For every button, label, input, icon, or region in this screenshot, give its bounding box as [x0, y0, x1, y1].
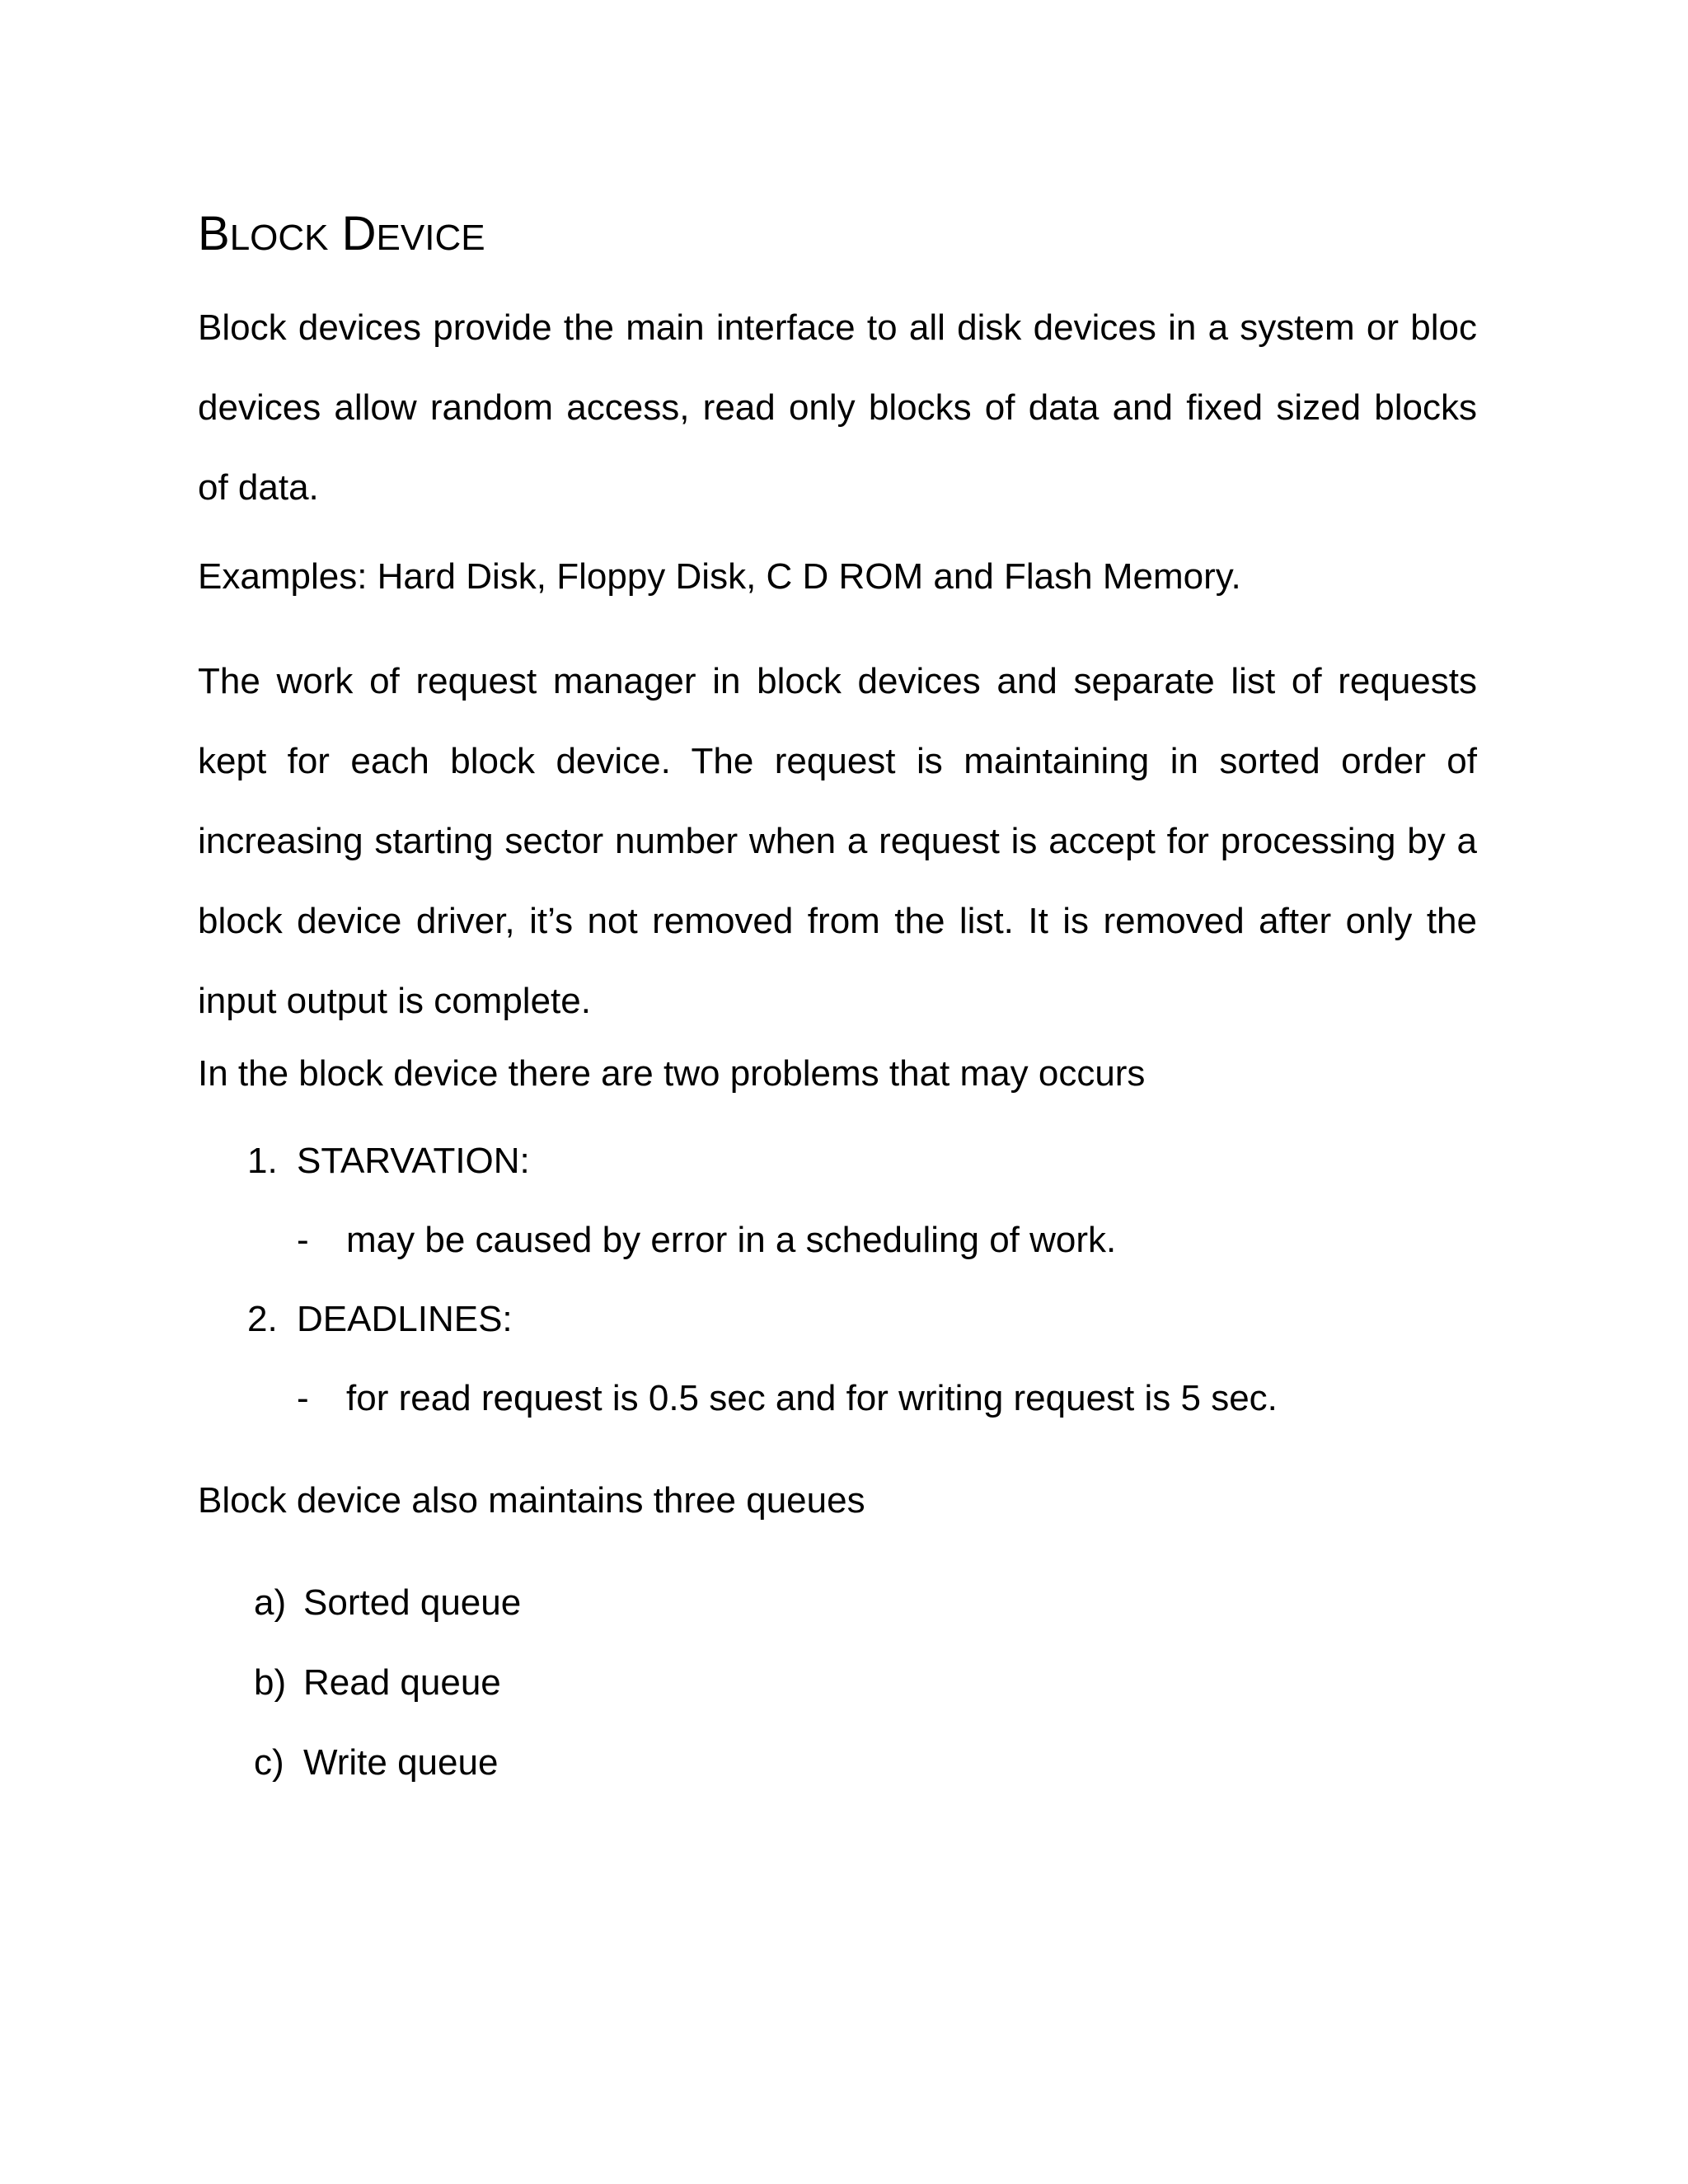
- examples-paragraph: Examples: Hard Disk, Floppy Disk, C D ROM and Flash Memory.: [198, 556, 1241, 597]
- title-rest-lock: LOCK: [229, 218, 329, 258]
- problems-intro-paragraph: In the block device there are two problems that may occurs: [198, 1053, 1146, 1094]
- intro-paragraph: Block devices provide the main interface to all disk devices in a system or bloc devices allow random access, read only blocks of data and fixed sized blocks of data.: [198, 307, 1477, 508]
- list-marker: 1.: [247, 1141, 278, 1181]
- list-item-label: Write queue: [303, 1742, 499, 1783]
- document-body: [198, 204, 1477, 1818]
- list-marker: b): [254, 1662, 287, 1703]
- list-item-starvation: [198, 1137, 1477, 1186]
- list-marker: a): [254, 1582, 287, 1623]
- list-item-read-queue: [198, 1658, 1477, 1708]
- list-item-deadlines: [198, 1295, 1477, 1344]
- list-subitem-deadlines-detail: [198, 1374, 1477, 1423]
- problems-list: [198, 1137, 1477, 1423]
- dash-marker: -: [297, 1378, 309, 1418]
- list-subitem-starvation-detail: [198, 1216, 1477, 1265]
- title-rest-evice: EVICE: [376, 218, 485, 258]
- list-item-sorted-queue: [198, 1578, 1477, 1628]
- title-initial-d: D: [341, 207, 377, 260]
- request-manager-paragraph: The work of request manager in block devices and separate list of requests kept for each block device. The request is maintaining in sorted order of increasing starting sector number when a request is accept for processing by a block device driver, it’s not removed from the list. It is removed after only the input output is complete.: [198, 661, 1477, 1021]
- page-title: [198, 204, 1477, 268]
- list-subitem-text: for read request is 0.5 sec and for writing request is 5 sec.: [346, 1378, 1278, 1418]
- dash-marker: -: [297, 1220, 309, 1260]
- list-item-label: Sorted queue: [303, 1582, 522, 1623]
- list-item-title: DEADLINES:: [297, 1299, 513, 1339]
- list-marker: c): [254, 1742, 284, 1783]
- list-item-label: Read queue: [303, 1662, 501, 1703]
- list-subitem-text: may be caused by error in a scheduling of work.: [346, 1220, 1117, 1260]
- list-item-write-queue: [198, 1738, 1477, 1788]
- list-marker: 2.: [247, 1299, 278, 1339]
- list-item-title: STARVATION:: [297, 1141, 530, 1181]
- queues-intro-paragraph: Block device also maintains three queues: [198, 1480, 865, 1521]
- title-initial-b: B: [198, 207, 230, 260]
- queues-list: [198, 1578, 1477, 1788]
